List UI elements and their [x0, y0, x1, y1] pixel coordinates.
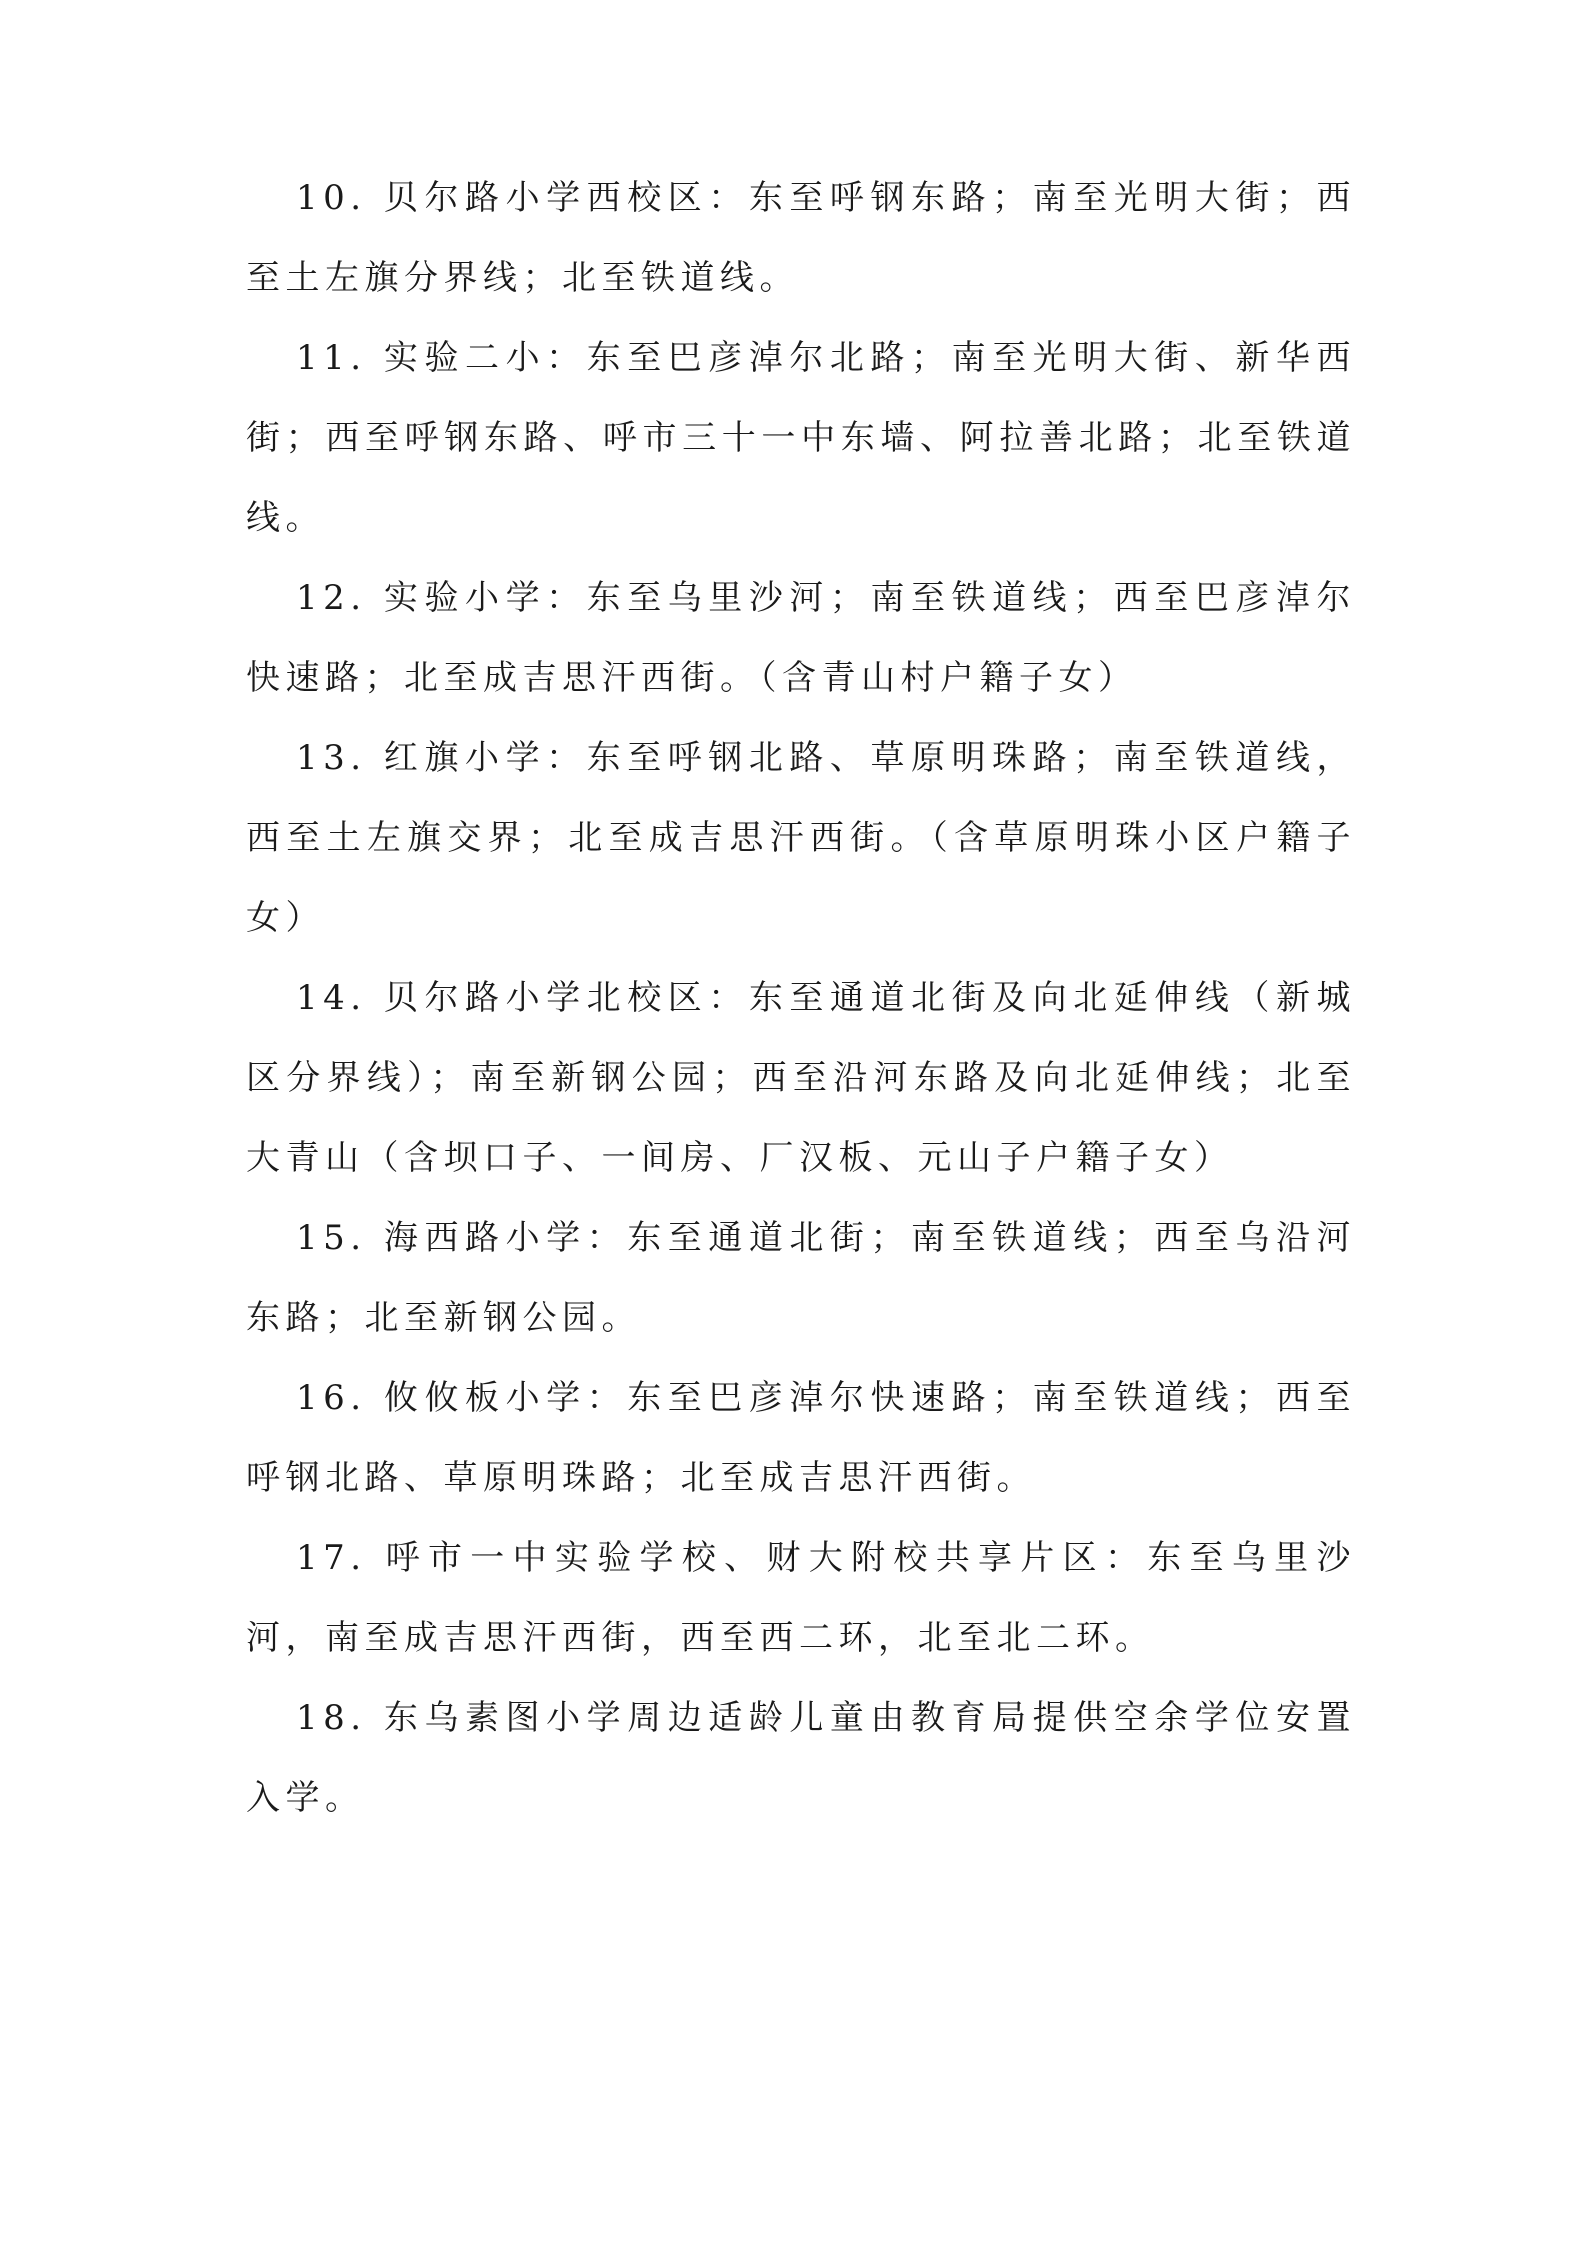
document-body — [246, 158, 1356, 1838]
paragraph-16: 16. 攸攸板小学：东至巴彦淖尔快速路；南至铁道线；西至呼钢北路、草原明珠路；北至成吉思汗西街。 — [246, 1378, 1356, 1498]
paragraph-13: 13. 红旗小学：东至呼钢北路、草原明珠路；南至铁道线，西至土左旗交界；北至成吉思汗西街。（含草原明珠小区户籍子女） — [246, 738, 1356, 938]
paragraph-18: 18. 东乌素图小学周边适龄儿童由教育局提供空余学位安置入学。 — [246, 1698, 1356, 1818]
paragraph-15: 15. 海西路小学：东至通道北街；南至铁道线；西至乌沿河东路；北至新钢公园。 — [246, 1218, 1356, 1338]
paragraph-17: 17. 呼市一中实验学校、财大附校共享片区：东至乌里沙河，南至成吉思汗西街，西至西二环，北至北二环。 — [246, 1538, 1356, 1658]
paragraph-11: 11. 实验二小：东至巴彦淖尔北路；南至光明大街、新华西街；西至呼钢东路、呼市三十一中东墙、阿拉善北路；北至铁道线。 — [246, 338, 1356, 538]
paragraph-10: 10. 贝尔路小学西校区：东至呼钢东路；南至光明大街；西至土左旗分界线；北至铁道线。 — [246, 178, 1356, 298]
paragraph-12: 12. 实验小学：东至乌里沙河；南至铁道线；西至巴彦淖尔快速路；北至成吉思汗西街。（含青山村户籍子女） — [246, 578, 1356, 698]
paragraph-14: 14. 贝尔路小学北校区：东至通道北街及向北延伸线（新城区分界线）；南至新钢公园；西至沿河东路及向北延伸线；北至大青山（含坝口子、一间房、厂汉板、元山子户籍子女） — [246, 978, 1356, 1178]
